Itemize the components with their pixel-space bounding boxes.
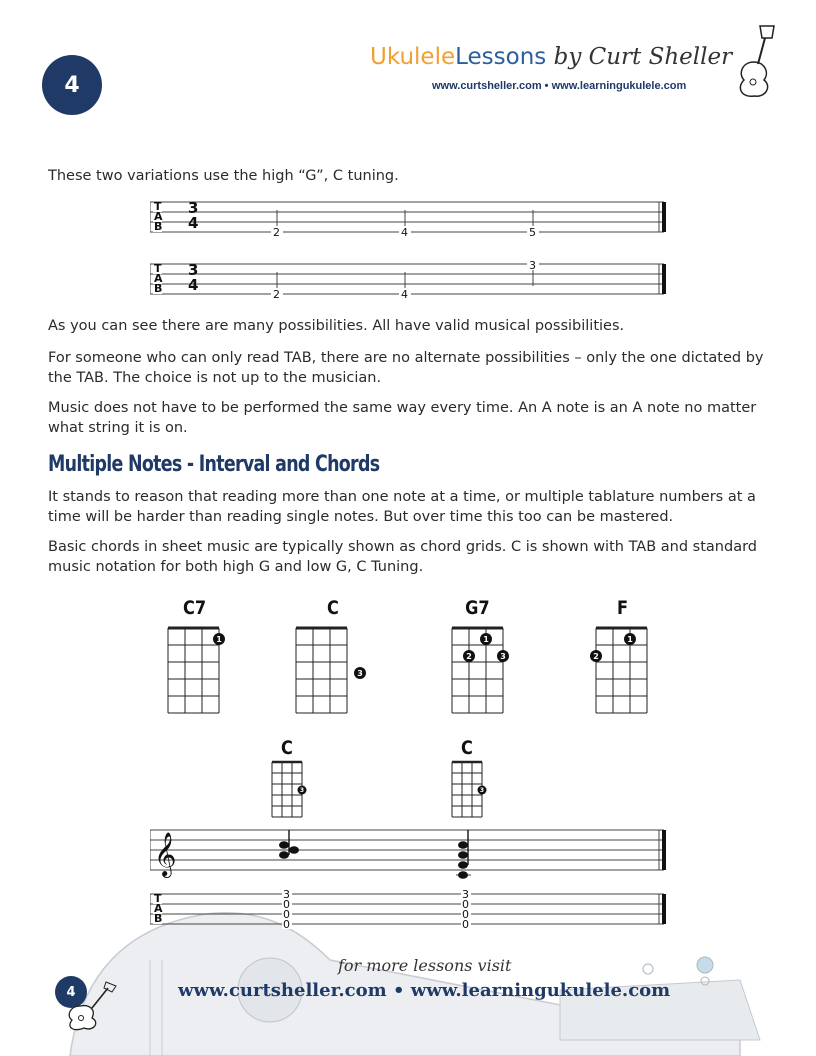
finger-number: 1 — [627, 635, 633, 644]
tab-note: 4 — [401, 226, 408, 239]
finger-number: 2 — [466, 652, 472, 661]
tab-label-b: B — [154, 220, 163, 233]
tab-note: 2 — [273, 288, 280, 301]
chord-name: C — [461, 737, 473, 759]
tab-note: 2 — [273, 226, 280, 239]
finger-number: 3 — [357, 669, 363, 678]
footer-page-number: 4 — [66, 984, 76, 1000]
page-number-badge — [42, 55, 102, 115]
brand-ukulele: Ukulele — [370, 44, 456, 70]
chord-name: C — [327, 597, 339, 619]
treble-clef-icon: 𝄞 — [154, 832, 177, 876]
brand-lessons: Lessons — [455, 44, 547, 70]
chord-grid-g7 — [452, 628, 503, 713]
intro-text: These two variations use the high “G”, C tuning. — [48, 168, 399, 184]
tab-label-t: T — [154, 200, 162, 213]
tab-note: 0 — [283, 898, 290, 911]
tab-note: 3 — [529, 260, 536, 272]
tab-label-b: B — [154, 912, 163, 925]
paragraph: As you can see there are many possibilities. All have valid musical possibilities. — [48, 318, 625, 334]
finger-number: 3 — [299, 787, 305, 794]
tab-note: 5 — [529, 226, 536, 239]
finger-number: 3 — [500, 652, 506, 661]
tab-staff-2 — [150, 260, 670, 304]
chord-grids — [150, 622, 670, 722]
chord-grid-f — [596, 628, 647, 713]
paragraph: Basic chords in sheet music are typically shown as chord grids. C is shown with TAB and standard music notation for both high G and low G, C Tuning. — [48, 539, 757, 575]
tab-label-b: B — [154, 282, 163, 295]
tab-note: 0 — [462, 898, 469, 911]
tab-note: 0 — [283, 918, 290, 931]
finger-number: 2 — [593, 652, 599, 661]
chord-grid-c — [296, 628, 347, 713]
tab-note: 3 — [283, 890, 290, 901]
chord-name: C — [281, 737, 293, 759]
tab-label-t: T — [154, 262, 162, 275]
page-number: 4 — [64, 72, 80, 98]
chord-notes — [279, 830, 471, 879]
finger-number: 1 — [216, 635, 222, 644]
chord-name: G7 — [465, 597, 490, 619]
paragraph: For someone who can only read TAB, there are no alternate possibilities – only the one dictated by the TAB. The choice is not up to the musician. — [48, 350, 764, 386]
tab-note: 4 — [401, 288, 408, 301]
tab-note: 0 — [283, 908, 290, 921]
time-sig-bottom: 4 — [188, 214, 199, 232]
paragraph: Music does not have to be performed the same way every time. An A note is an A note no matter what string it is on. — [48, 400, 757, 436]
finger-number: 3 — [479, 787, 485, 794]
finger-number: 1 — [483, 635, 489, 644]
footer-text: for more lessons visit — [338, 956, 512, 975]
tab-staff-3 — [150, 890, 670, 934]
tab-label-t: T — [154, 892, 162, 905]
time-sig-top: 3 — [188, 261, 199, 279]
time-sig-top: 3 — [188, 199, 199, 217]
tab-note: 0 — [462, 908, 469, 921]
footer-urls[interactable]: www.curtsheller.com • www.learningukulele.com — [178, 980, 671, 1001]
tab-label-a: A — [154, 272, 163, 285]
header-urls: www.curtsheller.com • www.learningukulele.com — [432, 80, 687, 92]
chord-grid-c7 — [168, 628, 219, 713]
chord-name: C7 — [183, 597, 207, 619]
tab-note: 0 — [462, 918, 469, 931]
paragraph: It stands to reason that reading more than one note at a time, or multiple tablature numbers at a time will be harder than reading single notes. But over time this too can be mastered. — [48, 489, 756, 525]
tab-label-a: A — [154, 902, 163, 915]
ukulele-logo-icon — [732, 22, 780, 100]
brand-author: by Curt Sheller — [546, 44, 733, 70]
notation-staff — [150, 824, 670, 884]
brand-logo — [370, 44, 732, 70]
time-sig-bottom: 4 — [188, 276, 199, 294]
small-chord-grids — [268, 760, 498, 822]
tab-label-a: A — [154, 210, 163, 223]
section-heading: Multiple Notes - Interval and Chords — [48, 452, 380, 477]
chord-name: F — [616, 597, 629, 619]
tab-staff-1 — [150, 198, 670, 242]
ukulele-footer-icon — [62, 978, 122, 1032]
tab-note: 3 — [462, 890, 469, 901]
